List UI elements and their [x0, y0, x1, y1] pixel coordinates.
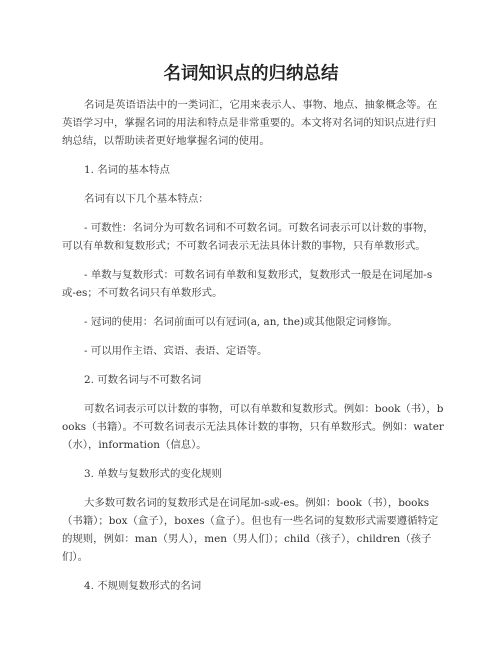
section-heading-4: 4. 不规则复数形式的名词 [84, 580, 202, 592]
section-heading-3: 3. 单数与复数形式的变化规则 [84, 468, 222, 480]
section-heading-2: 2. 可数名词与不可数名词 [84, 374, 202, 386]
paragraph: 名词有以下几个基本特点： [84, 193, 209, 205]
document-body [62, 96, 444, 606]
document-title: 名词知识点的归纳总结 [163, 64, 339, 84]
paragraph: 可数名词表示可以计数的事物，可以有单数和复数形式。例如：book（书），books（书籍）。不可数名词表示无法具体计数的事物，只有单数形式。例如：water（水），information（信息）。 [62, 403, 444, 451]
bullet-paragraph: - 单数与复数形式：可数名词有单数和复数形式，复数形式一般是在词尾加-s或-es；不可数名词只有单数形式。 [62, 269, 433, 299]
intro-paragraph: 名词是英语语法中的一类词汇，它用来表示人、事物、地点、抽象概念等。在英语学习中，掌握名词的用法和特点是非常重要的。本文将对名词的知识点进行归纳总结，以帮助读者更好地掌握名词的使用。 [62, 99, 438, 147]
bullet-paragraph: - 冠词的使用：名词前面可以有冠词(a, an, the)或其他限定词修饰。 [84, 316, 398, 328]
bullet-paragraph: - 可以用作主语、宾语、表语、定语等。 [84, 345, 268, 357]
bullet-paragraph: - 可数性：名词分为可数名词和不可数名词。可数名词表示可以计数的事物，可以有单数和复数形式；不可数名词表示无法具体计数的事物，只有单数形式。 [62, 222, 434, 252]
paragraph: 大多数可数名词的复数形式是在词尾加-s或-es。例如：book（书），books（书籍）；box（盒子），boxes（盒子）。但也有一些名词的复数形式需要遵循特定的规则，例如：man（男人），men（男人们）；child（孩子），children（孩子们）。 [62, 497, 439, 563]
section-heading-1: 1. 名词的基本特点 [84, 164, 170, 176]
